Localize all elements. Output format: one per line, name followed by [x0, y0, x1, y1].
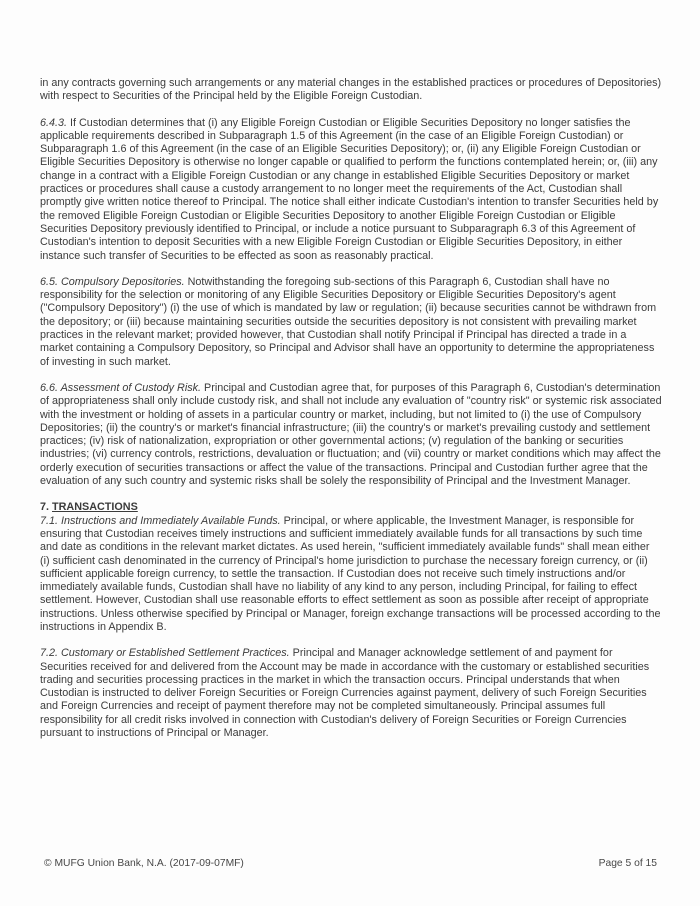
- section-title-7-2: 7.2. Customary or Established Settlement Practices.: [40, 647, 290, 660]
- section-7-heading: [40, 501, 662, 514]
- paragraph-7-2-text: Principal and Manager acknowledge settlement of and payment for Securities received for and delivered from the Account may be made in accordance with the customary or established securities trading and securities processing practices in the market in which the transaction occurs. Principal understands that when Custodian is instructed to deliver Foreign Securities or Foreign Currencies against payment, delivery of such Foreign Securities and Foreign Currencies and receipt of payment therefore may not be completed simultaneously. Principal assumes full responsibility for all credit risks involved in connection with Custodian's delivery of Foreign Securities or Foreign Currencies pursuant to instructions of Principal or Manager.: [40, 647, 650, 740]
- footer-page-number: Page 5 of 15: [598, 858, 657, 869]
- section-title-6-6: 6.6. Assessment of Custody Risk.: [40, 381, 202, 394]
- section-number-6-4-3: 6.4.3.: [40, 116, 68, 129]
- paragraph-6-4-3-text: If Custodian determines that (i) any Eligible Foreign Custodian or Eligible Securities Depository no longer satisfies the applicable requirements described in Subparagraph 1.5 of this Agreement (in the case of an Eligible Foreign Custodian) or Subparagraph 1.6 of this Agreement (in the case of an Eligible Securities Depository); or, (ii) any Eligible Foreign Custodian or Eligible Securities Depository is otherwise no longer capable or qualified to perform the functions contemplated herein; or, (iii) any change in a contract with a Eligible Foreign Custodian or any change in established Eligible Securities Depository or market practices or procedures shall cause a custody arrangement to no longer meet the requirements of the Act, Custodian shall promptly give written notice thereof to Principal. The notice shall either indicate Custodian's intention to transfer Securities held by the removed Eligible Foreign Custodian or Eligible Securities Depository to another Eligible Foreign Custodian or Eligible Securities Depository previously identified to Principal, or include a notice pursuant to Subparagraph 6.3 of this Agreement of Custodian's intention to deposit Securities with a new Eligible Foreign Custodian or Eligible Securities Depository, in either instance such transfer of Securities to be effected as soon as reasonably practical.: [40, 116, 659, 262]
- section-title-6-5: 6.5. Compulsory Depositories.: [40, 275, 185, 288]
- paragraph-6-4-3: [40, 117, 662, 263]
- paragraph-7-1: [40, 515, 662, 635]
- paragraph-continuation-text: in any contracts governing such arrangements or any material changes in the established practices or procedures of Depositories) with respect to Securities of the Principal held by the Eligible Foreign Custodian.: [40, 77, 662, 103]
- paragraph-7-2: [40, 647, 662, 740]
- page-content: [40, 77, 662, 753]
- paragraph-6-6: [40, 382, 662, 488]
- section-title-7-1: 7.1. Instructions and Immediately Available Funds.: [40, 514, 281, 527]
- page-footer: [44, 858, 657, 869]
- paragraph-continuation: [40, 77, 662, 104]
- section-7-number: 7.: [40, 501, 50, 514]
- paragraph-6-5: [40, 276, 662, 369]
- section-7-title: TRANSACTIONS: [52, 501, 138, 514]
- paragraph-6-5-text: Notwithstanding the foregoing sub-sections of this Paragraph 6, Custodian shall have no responsibility for the selection or monitoring of any Eligible Securities Depository or Eligible Securities Depository's agent ("Compulsory Depository") (i) the use of which is mandated by law or regulation; (ii) because securities cannot be withdrawn from the depository; or (iii) because maintaining securities outside the securities depository is not consistent with prevailing market practices in the relevant market; provided however, that Custodian shall notify Principal if Principal has directed a trade in a market containing a Compulsory Depository, so Principal and Advisor shall have an opportunity to determine the appropriateness of investing in such market.: [40, 275, 657, 368]
- paragraph-7-1-text: Principal, or where applicable, the Investment Manager, is responsible for ensuring that Custodian receives timely instructions and sufficient immediately available funds for all transactions by such time and date as conditions in the relevant market dictates. As used herein, "sufficient immediately available funds" shall mean either (i) sufficient cash denominated in the currency of Principal's home jurisdiction to purchase the necessary foreign currency, or (ii) sufficient applicable foreign currency, to settle the transaction. If Custodian does not receive such timely instructions and/or immediately available funds, Custodian shall have no liability of any kind to any person, including Principal, for failing to effect settlement. However, Custodian shall use reasonable efforts to effect settlement as soon as possible after receipt of appropriate instructions. Unless otherwise specified by Principal or Manager, foreign exchange transactions will be processed according to the instructions in Appendix B.: [40, 514, 661, 633]
- paragraph-6-6-text: Principal and Custodian agree that, for purposes of this Paragraph 6, Custodian's determination of appropriateness shall only include custody risk, and shall not include any evaluation of "country risk" or systemic risk associated with the investment or holding of assets in a particular country or market, including, but not limited to (i) the use of Compulsory Depositories; (ii) the country's or market's financial infrastructure; (iii) the country's or market's prevailing custody and settlement practices; (iv) risk of nationalization, expropriation or other governmental actions; (v) regulation of the banking or securities industries; (vi) currency controls, restrictions, devaluation or fluctuation; and (vii) country or market conditions which may affect the orderly execution of securities transactions or affect the value of the transactions. Principal and Custodian further agree that the evaluation of any such country and systemic risks shall be solely the responsibility of Principal and the Investment Manager.: [40, 381, 662, 488]
- footer-copyright: © MUFG Union Bank, N.A. (2017-09-07MF): [44, 858, 244, 869]
